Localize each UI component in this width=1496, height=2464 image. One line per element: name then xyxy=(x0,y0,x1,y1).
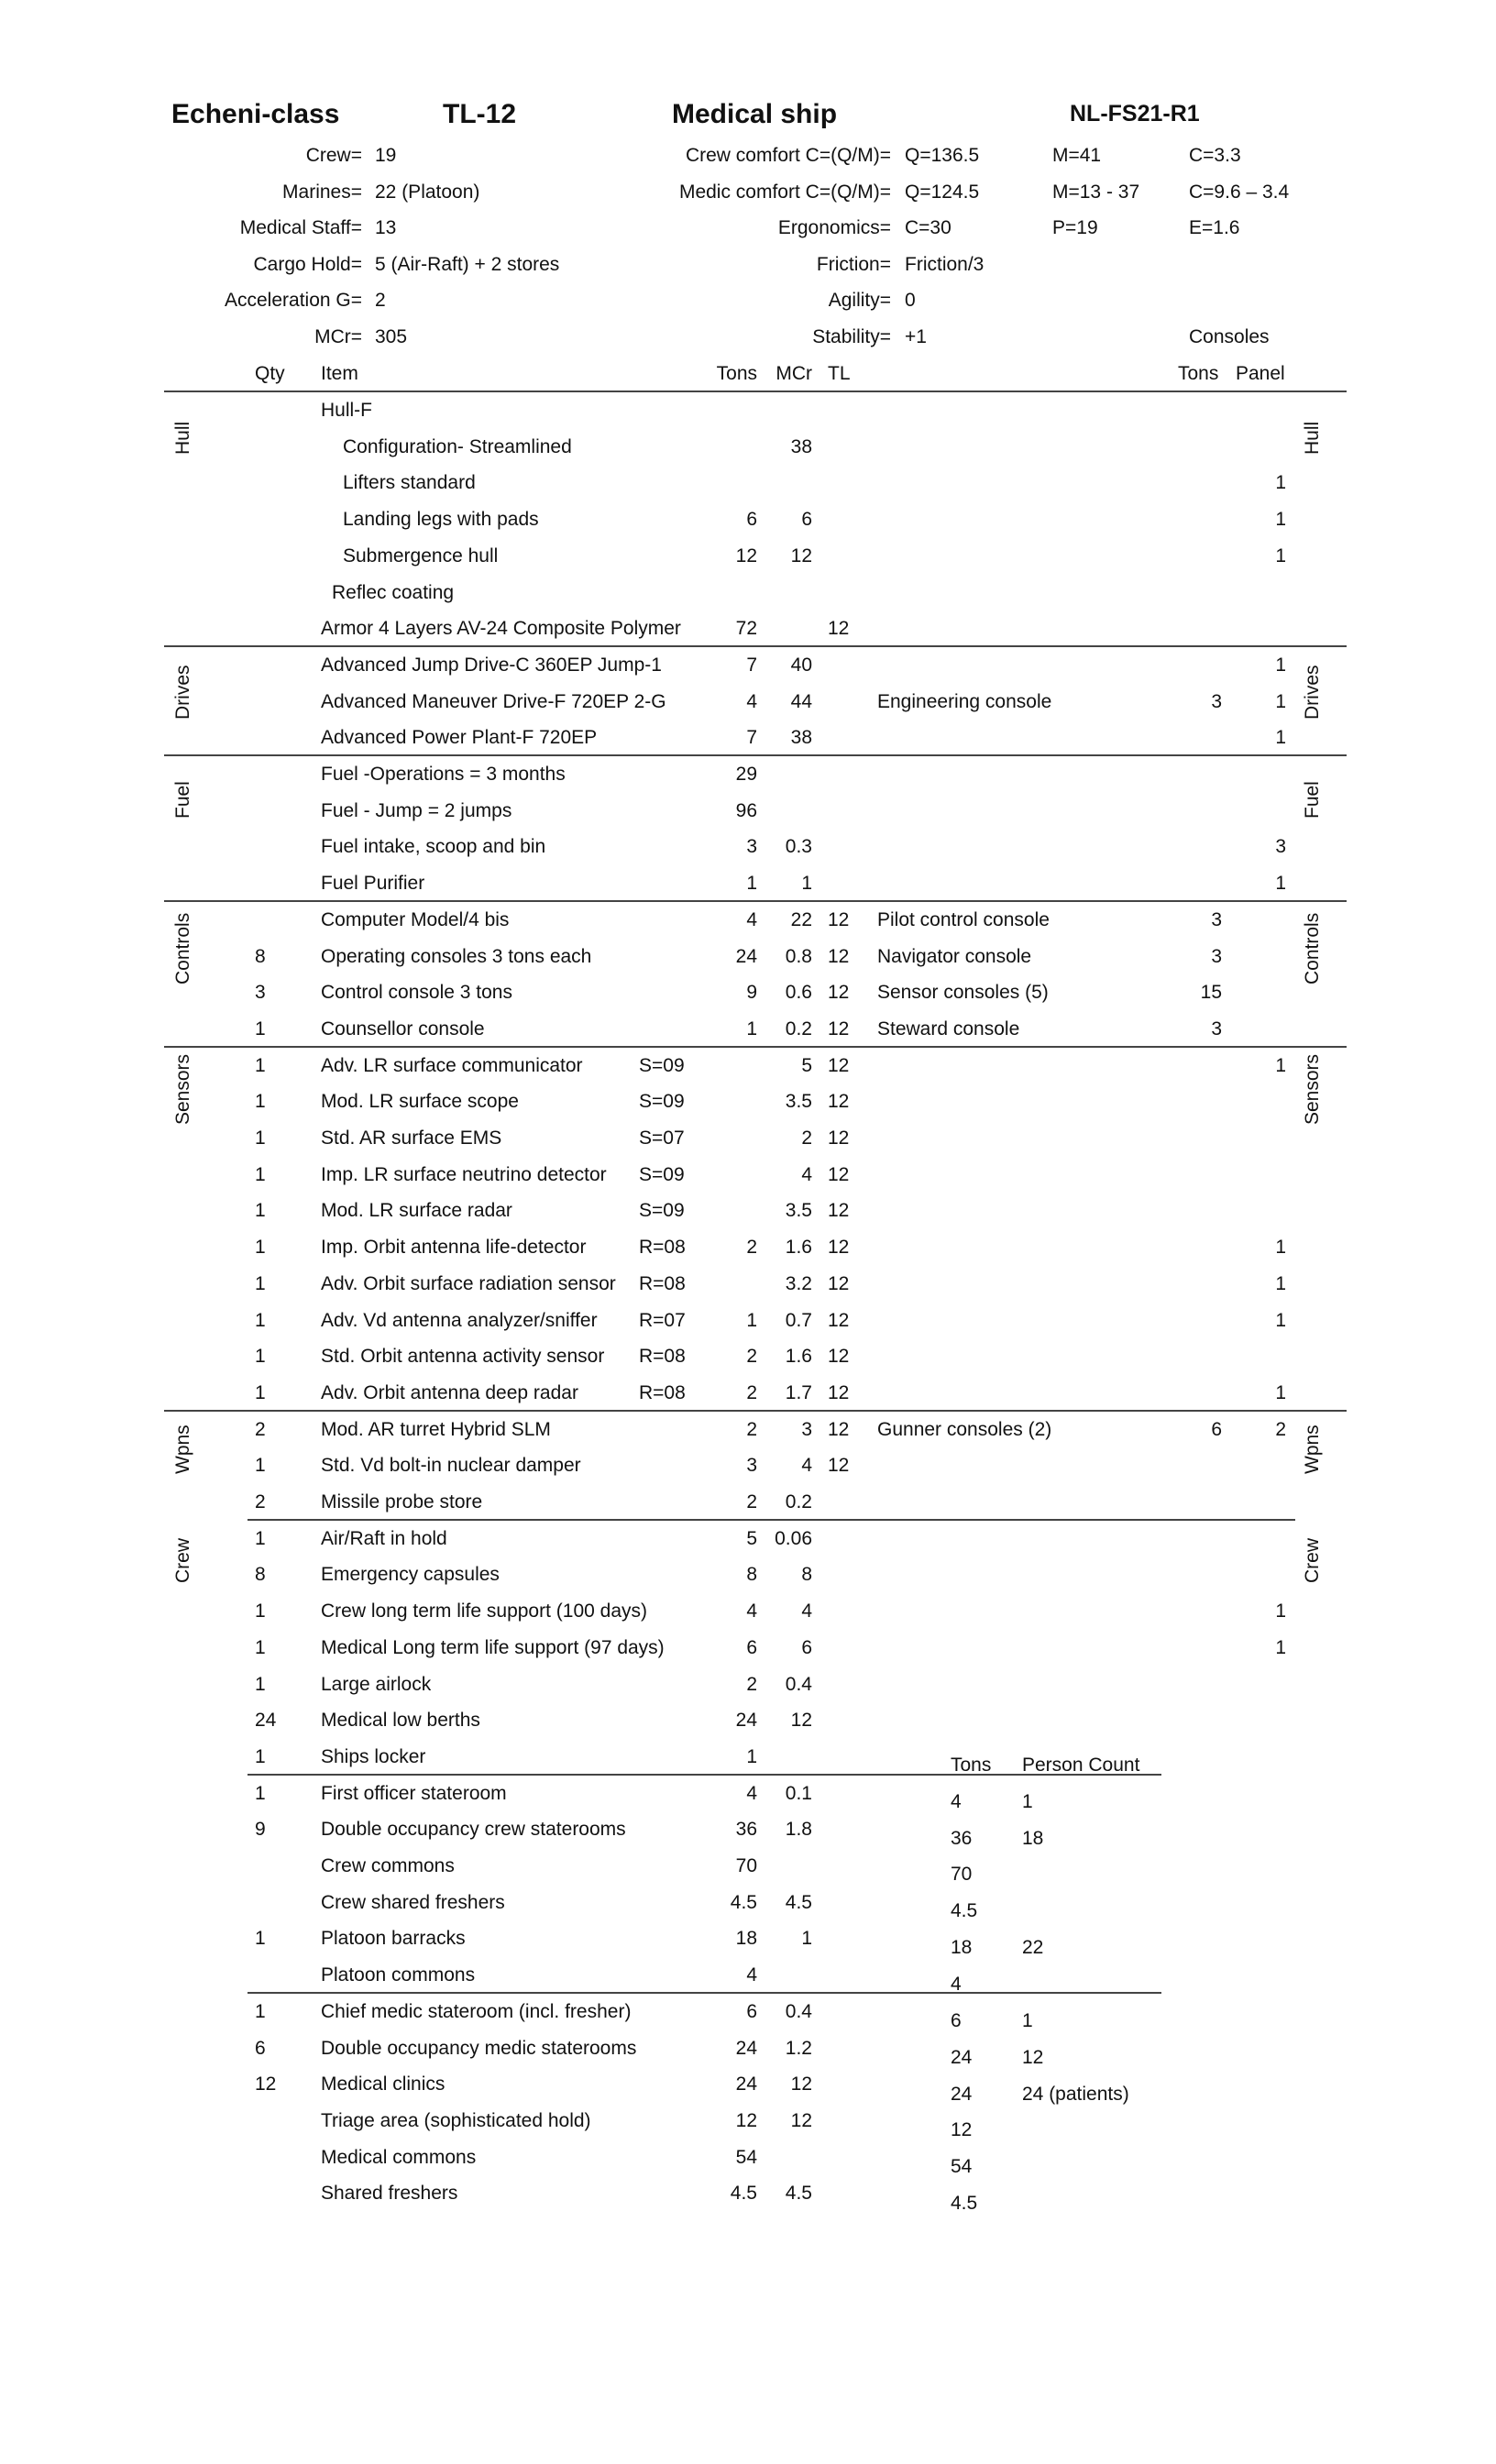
stat-m: M=41 xyxy=(1052,145,1102,166)
row-panel: 1 xyxy=(1275,1600,1286,1622)
accom-tons: 12 xyxy=(951,2119,973,2141)
row-code: R=08 xyxy=(639,1272,686,1294)
accom-tons: 4 xyxy=(951,1791,962,1812)
row-tons: 2 xyxy=(746,1673,757,1695)
row-item: Advanced Power Plant-F 720EP xyxy=(321,727,598,749)
row-item: Mod. LR surface radar xyxy=(321,1200,512,1222)
stat-value: 2 xyxy=(375,290,386,311)
ship-class-title: Echeni-class xyxy=(171,99,340,129)
row-qty: 1 xyxy=(255,1600,266,1622)
row-qty: 2 xyxy=(255,1418,266,1440)
row-qty: 9 xyxy=(255,1819,266,1841)
row-mcr: 1 xyxy=(801,873,812,895)
row-qty: 8 xyxy=(255,1564,266,1586)
row-qty: 3 xyxy=(255,982,266,1004)
accom-count: 12 xyxy=(1022,2046,1044,2068)
row-tons: 18 xyxy=(735,1928,757,1950)
row-console-tons: 15 xyxy=(1200,982,1222,1004)
accom-count: 1 xyxy=(1022,1791,1033,1812)
row-item: Platoon barracks xyxy=(321,1928,466,1950)
stat-label: MCr= xyxy=(314,325,362,347)
stat-c: C=9.6 – 3.4 xyxy=(1189,181,1290,203)
row-item: Medical low berths xyxy=(321,1710,480,1732)
accom-count: 22 xyxy=(1022,1936,1044,1958)
row-code: R=08 xyxy=(639,1381,686,1403)
row-tons: 1 xyxy=(746,1309,757,1331)
row-panel: 1 xyxy=(1275,873,1286,895)
row-item: Platoon commons xyxy=(321,1964,476,1986)
row-console-tons: 3 xyxy=(1211,945,1222,967)
row-item: Medical clinics xyxy=(321,2074,446,2096)
section-label-right: Crew xyxy=(1302,1537,1323,1583)
accom-tons: 24 xyxy=(951,2046,973,2068)
row-mcr: 4 xyxy=(801,1600,812,1622)
row-tl: 12 xyxy=(828,1346,850,1368)
row-tons: 4 xyxy=(746,908,757,930)
row-item: Imp. Orbit antenna life-detector xyxy=(321,1237,587,1259)
row-mcr: 0.7 xyxy=(785,1309,812,1331)
row-mcr: 1.7 xyxy=(785,1381,812,1403)
row-mcr: 38 xyxy=(790,435,812,457)
row-tons: 3 xyxy=(746,836,757,858)
accom-tons: 18 xyxy=(951,1936,973,1958)
row-mcr: 40 xyxy=(790,654,812,676)
row-console: Engineering console xyxy=(877,690,1052,712)
accom-count: 18 xyxy=(1022,1827,1044,1849)
stat-label: Stability= xyxy=(812,325,891,347)
row-tl: 12 xyxy=(828,1272,850,1294)
row-panel: 1 xyxy=(1275,690,1286,712)
row-code: R=08 xyxy=(639,1237,686,1259)
row-tl: 12 xyxy=(828,1200,850,1222)
accom-count: 1 xyxy=(1022,2010,1033,2032)
col-item: Item xyxy=(321,363,358,384)
row-tl: 12 xyxy=(828,1018,850,1040)
row-qty: 24 xyxy=(255,1710,277,1732)
row-tons: 24 xyxy=(735,945,757,967)
section-label-left: Controls xyxy=(172,912,193,984)
row-item: Advanced Maneuver Drive-F 720EP 2-G xyxy=(321,690,666,712)
stat-value: Q=136.5 xyxy=(905,145,980,166)
row-console: Sensor consoles (5) xyxy=(877,982,1049,1004)
row-panel: 3 xyxy=(1275,836,1286,858)
row-mcr: 1.2 xyxy=(785,2037,812,2059)
stat-value: 5 (Air-Raft) + 2 stores xyxy=(375,253,560,275)
row-tons: 24 xyxy=(735,1710,757,1732)
stat-value: 19 xyxy=(375,145,397,166)
row-console-tons: 3 xyxy=(1211,1018,1222,1040)
row-item: Hull-F xyxy=(321,400,372,421)
row-mcr: 0.2 xyxy=(785,1018,812,1040)
row-tl: 12 xyxy=(828,1309,850,1331)
row-console-tons: 3 xyxy=(1211,908,1222,930)
designation-title: NL-FS21-R1 xyxy=(1070,101,1200,126)
row-panel: 1 xyxy=(1275,1636,1286,1658)
row-qty: 12 xyxy=(255,2074,277,2096)
col-tl: TL xyxy=(828,363,851,384)
accom-count: 24 (patients) xyxy=(1022,2083,1129,2105)
row-item: Adv. Orbit antenna deep radar xyxy=(321,1381,578,1403)
row-qty: 1 xyxy=(255,1272,266,1294)
stat-label: Ergonomics= xyxy=(777,217,891,238)
row-item: Crew long term life support (100 days) xyxy=(321,1600,647,1622)
row-item: Medical commons xyxy=(321,2146,477,2168)
stat-label: Marines= xyxy=(282,181,362,203)
row-item: Std. Orbit antenna activity sensor xyxy=(321,1346,605,1368)
row-mcr: 8 xyxy=(801,1564,812,1586)
row-item: Adv. Vd antenna analyzer/sniffer xyxy=(321,1309,598,1331)
accom-tons: 4.5 xyxy=(951,2192,978,2214)
row-tons: 2 xyxy=(746,1491,757,1512)
row-mcr: 0.06 xyxy=(775,1527,812,1549)
row-mcr: 1.6 xyxy=(785,1237,812,1259)
row-item: Fuel - Jump = 2 jumps xyxy=(321,799,512,821)
row-item: Control console 3 tons xyxy=(321,982,512,1004)
section-label-right: Sensors xyxy=(1302,1054,1323,1126)
row-panel: 1 xyxy=(1275,1054,1286,1076)
accom-tons: 24 xyxy=(951,2083,973,2105)
row-tons: 1 xyxy=(746,873,757,895)
row-qty: 2 xyxy=(255,1491,266,1512)
row-mcr: 12 xyxy=(790,1710,812,1732)
row-tons: 1 xyxy=(746,1018,757,1040)
row-mcr: 0.2 xyxy=(785,1491,812,1512)
row-item: Fuel Purifier xyxy=(321,873,425,895)
row-mcr: 44 xyxy=(790,690,812,712)
row-item: Adv. LR surface communicator xyxy=(321,1054,583,1076)
row-tl: 12 xyxy=(828,982,850,1004)
row-tl: 12 xyxy=(828,1054,850,1076)
row-tons: 6 xyxy=(746,509,757,531)
row-qty: 1 xyxy=(255,1054,266,1076)
stat-c: E=1.6 xyxy=(1189,217,1240,238)
row-tl: 12 xyxy=(828,1091,850,1113)
row-item: Std. Vd bolt-in nuclear damper xyxy=(321,1455,581,1477)
section-label-right: Drives xyxy=(1302,665,1323,720)
stat-label: Cargo Hold= xyxy=(253,253,362,275)
accom-header-tons: Tons xyxy=(951,1754,992,1776)
row-console: Gunner consoles (2) xyxy=(877,1418,1052,1440)
stat-label: Agility= xyxy=(828,290,891,311)
row-item: Medical Long term life support (97 days) xyxy=(321,1636,665,1658)
row-tons: 7 xyxy=(746,654,757,676)
row-item: Large airlock xyxy=(321,1673,432,1695)
row-mcr: 3 xyxy=(801,1418,812,1440)
row-item: Fuel intake, scoop and bin xyxy=(321,836,546,858)
stat-value: Q=124.5 xyxy=(905,181,980,203)
row-item: Landing legs with pads xyxy=(343,509,539,531)
row-item: Ships locker xyxy=(321,1745,426,1767)
row-qty: 1 xyxy=(255,1381,266,1403)
row-item: Imp. LR surface neutrino detector xyxy=(321,1163,607,1185)
accom-tons: 4 xyxy=(951,1973,962,1995)
row-tl: 12 xyxy=(828,1237,850,1259)
row-mcr: 0.8 xyxy=(785,945,812,967)
tech-level-title: TL-12 xyxy=(443,99,517,129)
stat-label: Crew comfort C=(Q/M)= xyxy=(685,145,891,166)
row-qty: 1 xyxy=(255,1928,266,1950)
col-console-tons: Tons xyxy=(1178,363,1219,384)
row-item: Advanced Jump Drive-C 360EP Jump-1 xyxy=(321,654,662,676)
row-item: Chief medic stateroom (incl. fresher) xyxy=(321,2000,632,2022)
row-tons: 70 xyxy=(735,1855,757,1876)
row-tons: 4.5 xyxy=(730,2183,757,2205)
row-panel: 1 xyxy=(1275,509,1286,531)
row-panel: 1 xyxy=(1275,544,1286,566)
row-tons: 4 xyxy=(746,1782,757,1804)
row-item: Armor 4 Layers AV-24 Composite Polymer xyxy=(321,618,681,640)
row-tons: 4.5 xyxy=(730,1891,757,1913)
row-tl: 12 xyxy=(828,1128,850,1149)
row-panel: 1 xyxy=(1275,1381,1286,1403)
row-mcr: 6 xyxy=(801,509,812,531)
row-panel: 2 xyxy=(1275,1418,1286,1440)
row-panel: 1 xyxy=(1275,654,1286,676)
row-item: Computer Model/4 bis xyxy=(321,908,510,930)
row-tons: 2 xyxy=(746,1237,757,1259)
divider xyxy=(164,754,1347,756)
row-tl: 12 xyxy=(828,945,850,967)
row-tons: 1 xyxy=(746,1745,757,1767)
row-qty: 1 xyxy=(255,2000,266,2022)
section-label-right: Hull xyxy=(1302,421,1323,455)
row-mcr: 0.4 xyxy=(785,1673,812,1695)
row-console: Pilot control console xyxy=(877,908,1050,930)
row-qty: 1 xyxy=(255,1237,266,1259)
row-tons: 8 xyxy=(746,1564,757,1586)
stat-label: Friction= xyxy=(816,253,891,275)
row-item: Mod. AR turret Hybrid SLM xyxy=(321,1418,551,1440)
row-qty: 1 xyxy=(255,1163,266,1185)
row-item: Fuel -Operations = 3 months xyxy=(321,764,566,785)
row-console-tons: 3 xyxy=(1211,690,1222,712)
row-item: Lifters standard xyxy=(343,472,476,494)
row-tons: 2 xyxy=(746,1346,757,1368)
row-code: R=08 xyxy=(639,1346,686,1368)
row-item: First officer stateroom xyxy=(321,1782,507,1804)
accom-tons: 36 xyxy=(951,1827,973,1849)
row-mcr: 3.5 xyxy=(785,1091,812,1113)
row-item: Crew shared freshers xyxy=(321,1891,505,1913)
row-mcr: 1 xyxy=(801,1928,812,1950)
row-mcr: 2 xyxy=(801,1128,812,1149)
stat-value: 0 xyxy=(905,290,916,311)
row-mcr: 4 xyxy=(801,1163,812,1185)
section-label-left: Hull xyxy=(172,421,193,455)
row-mcr: 6 xyxy=(801,1636,812,1658)
row-panel: 1 xyxy=(1275,1272,1286,1294)
section-label-right: Wpns xyxy=(1302,1424,1323,1474)
stat-value: 13 xyxy=(375,217,397,238)
row-qty: 1 xyxy=(255,1455,266,1477)
row-mcr: 5 xyxy=(801,1054,812,1076)
stat-label: Acceleration G= xyxy=(225,290,362,311)
ship-type-title: Medical ship xyxy=(672,99,838,129)
stat-value: 305 xyxy=(375,325,408,347)
row-tons: 4 xyxy=(746,1600,757,1622)
stat-m: M=13 - 37 xyxy=(1052,181,1140,203)
row-tl: 12 xyxy=(828,908,850,930)
row-qty: 1 xyxy=(255,1673,266,1695)
row-item: Double occupancy medic staterooms xyxy=(321,2037,637,2059)
row-tons: 29 xyxy=(735,764,757,785)
row-qty: 1 xyxy=(255,1128,266,1149)
row-tons: 3 xyxy=(746,1455,757,1477)
row-code: R=07 xyxy=(639,1309,686,1331)
accom-tons: 4.5 xyxy=(951,1900,978,1922)
accom-tons: 6 xyxy=(951,2010,962,2032)
row-tons: 6 xyxy=(746,2000,757,2022)
col-panel: Panel xyxy=(1236,363,1285,384)
row-qty: 1 xyxy=(255,1346,266,1368)
row-tl: 12 xyxy=(828,1418,850,1440)
row-mcr: 1.6 xyxy=(785,1346,812,1368)
row-tons: 2 xyxy=(746,1418,757,1440)
section-label-left: Crew xyxy=(172,1537,193,1583)
accom-tons: 70 xyxy=(951,1864,973,1886)
row-panel: 1 xyxy=(1275,1309,1286,1331)
stat-label: Crew= xyxy=(305,145,362,166)
row-qty: 1 xyxy=(255,1527,266,1549)
row-qty: 1 xyxy=(255,1200,266,1222)
row-mcr: 38 xyxy=(790,727,812,749)
divider xyxy=(164,1410,1347,1412)
row-item: Reflec coating xyxy=(332,581,455,603)
row-item: Double occupancy crew staterooms xyxy=(321,1819,626,1841)
row-tons: 54 xyxy=(735,2146,757,2168)
row-mcr: 12 xyxy=(790,2074,812,2096)
accom-header-count: Person Count xyxy=(1022,1754,1140,1776)
row-tons: 24 xyxy=(735,2074,757,2096)
stat-c: C=3.3 xyxy=(1189,145,1241,166)
row-tl: 12 xyxy=(828,1163,850,1185)
row-qty: 6 xyxy=(255,2037,266,2059)
divider xyxy=(164,1046,1347,1048)
stat-value: C=30 xyxy=(905,217,952,238)
row-code: S=09 xyxy=(639,1163,685,1185)
divider xyxy=(164,900,1347,902)
row-tons: 4 xyxy=(746,690,757,712)
row-item: Triage area (sophisticated hold) xyxy=(321,2109,591,2131)
row-code: S=09 xyxy=(639,1054,685,1076)
row-mcr: 22 xyxy=(790,908,812,930)
stat-label: Medical Staff= xyxy=(239,217,362,238)
section-label-left: Drives xyxy=(172,665,193,720)
row-tons: 5 xyxy=(746,1527,757,1549)
row-tons: 9 xyxy=(746,982,757,1004)
row-mcr: 3.2 xyxy=(785,1272,812,1294)
row-panel: 1 xyxy=(1275,472,1286,494)
row-tons: 96 xyxy=(735,799,757,821)
row-tons: 4 xyxy=(746,1964,757,1986)
col-tons: Tons xyxy=(716,363,757,384)
stat-value: +1 xyxy=(905,325,927,347)
row-mcr: 4 xyxy=(801,1455,812,1477)
row-panel: 1 xyxy=(1275,1237,1286,1259)
row-mcr: 4.5 xyxy=(785,1891,812,1913)
row-code: S=09 xyxy=(639,1091,685,1113)
row-qty: 1 xyxy=(255,1636,266,1658)
section-label-right: Controls xyxy=(1302,912,1323,984)
section-label-right: Fuel xyxy=(1302,781,1323,819)
row-qty: 8 xyxy=(255,945,266,967)
row-tl: 12 xyxy=(828,1455,850,1477)
row-mcr: 1.8 xyxy=(785,1819,812,1841)
row-item: Mod. LR surface scope xyxy=(321,1091,519,1113)
row-qty: 1 xyxy=(255,1091,266,1113)
row-tons: 12 xyxy=(735,544,757,566)
row-tons: 36 xyxy=(735,1819,757,1841)
row-tons: 12 xyxy=(735,2109,757,2131)
stat-value: Friction/3 xyxy=(905,253,984,275)
row-item: Adv. Orbit surface radiation sensor xyxy=(321,1272,616,1294)
row-qty: 1 xyxy=(255,1309,266,1331)
row-item: Emergency capsules xyxy=(321,1564,500,1586)
section-label-left: Wpns xyxy=(172,1424,193,1474)
section-label-left: Sensors xyxy=(172,1054,193,1126)
row-tons: 2 xyxy=(746,1381,757,1403)
row-console: Navigator console xyxy=(877,945,1032,967)
row-mcr: 12 xyxy=(790,544,812,566)
divider xyxy=(248,1992,1161,1994)
row-mcr: 12 xyxy=(790,2109,812,2131)
row-item: Air/Raft in hold xyxy=(321,1527,447,1549)
stat-value: 22 (Platoon) xyxy=(375,181,480,203)
row-item: Counsellor console xyxy=(321,1018,485,1040)
row-item: Missile probe store xyxy=(321,1491,483,1512)
row-code: S=09 xyxy=(639,1200,685,1222)
row-mcr: 0.6 xyxy=(785,982,812,1004)
section-label-left: Fuel xyxy=(172,781,193,819)
row-item: Shared freshers xyxy=(321,2183,458,2205)
row-tl: 12 xyxy=(828,618,850,640)
row-qty: 1 xyxy=(255,1745,266,1767)
row-panel: 1 xyxy=(1275,727,1286,749)
row-tons: 24 xyxy=(735,2037,757,2059)
stat-label: Medic comfort C=(Q/M)= xyxy=(678,181,891,203)
stat-c: Consoles xyxy=(1189,325,1270,347)
row-qty: 1 xyxy=(255,1018,266,1040)
row-tl: 12 xyxy=(828,1381,850,1403)
row-tons: 7 xyxy=(746,727,757,749)
row-item: Crew commons xyxy=(321,1855,455,1876)
divider xyxy=(248,1519,1295,1521)
row-code: S=07 xyxy=(639,1128,685,1149)
row-mcr: 3.5 xyxy=(785,1200,812,1222)
row-item: Submergence hull xyxy=(343,544,499,566)
row-item: Operating consoles 3 tons each xyxy=(321,945,592,967)
row-console: Steward console xyxy=(877,1018,1020,1040)
row-console-tons: 6 xyxy=(1211,1418,1222,1440)
divider xyxy=(164,645,1347,647)
row-mcr: 0.1 xyxy=(785,1782,812,1804)
row-mcr: 0.3 xyxy=(785,836,812,858)
col-mcr: MCr xyxy=(776,363,812,384)
stat-m: P=19 xyxy=(1052,217,1098,238)
row-mcr: 4.5 xyxy=(785,2183,812,2205)
row-item: Configuration- Streamlined xyxy=(343,435,572,457)
col-qty: Qty xyxy=(255,363,285,384)
row-tons: 72 xyxy=(735,618,757,640)
accom-tons: 54 xyxy=(951,2156,973,2177)
row-mcr: 0.4 xyxy=(785,2000,812,2022)
row-qty: 1 xyxy=(255,1782,266,1804)
divider xyxy=(164,390,1347,392)
row-tons: 6 xyxy=(746,1636,757,1658)
row-item: Std. AR surface EMS xyxy=(321,1128,502,1149)
